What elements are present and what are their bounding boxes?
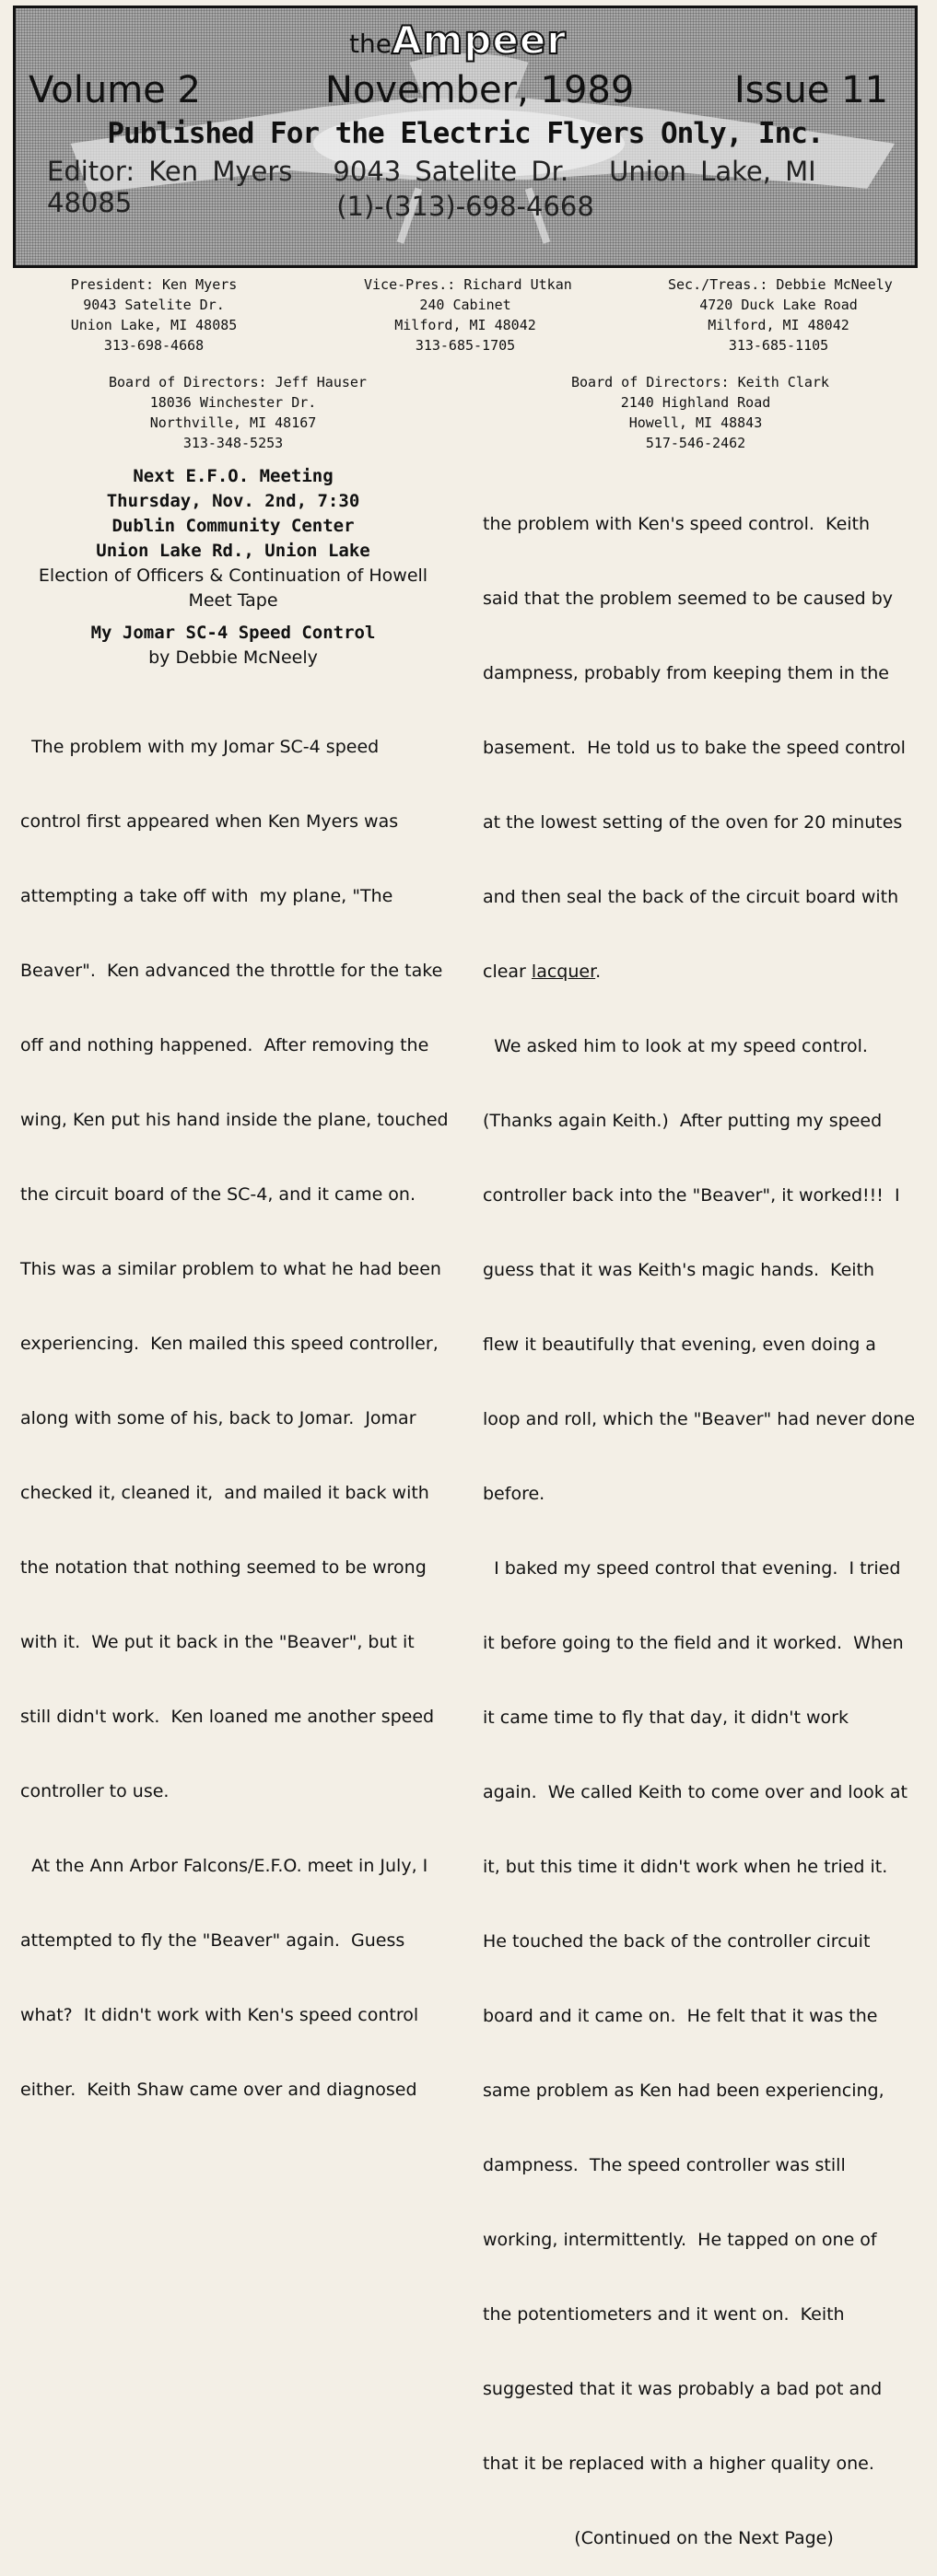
body-line: attempting a take off with my plane, "The [20, 886, 393, 906]
lacquer-underlined: lacquer [531, 962, 596, 982]
officer-street: 240 Cabinet [419, 297, 511, 313]
left-column [20, 464, 449, 2152]
volume-label: Volume 2 [29, 69, 201, 111]
body-line: attempted to fly the "Beaver" again. Guess [20, 1930, 405, 1951]
board-member-clark [571, 372, 829, 453]
officer-city: Milford, MI 48042 [708, 317, 849, 333]
body-line: experiencing. Ken mailed this speed controller, [20, 1334, 439, 1354]
board-city: Howell, MI 48843 [628, 414, 763, 431]
newsletter-title: Ampeer [392, 17, 568, 63]
body-line: controller back into the "Beaver", it worked!!! I [483, 1185, 900, 1206]
meeting-place: Dublin Community Center [111, 516, 355, 536]
body-line: off and nothing happened. After removing the [20, 1035, 429, 1055]
body-line: dampness. The speed controller was still [483, 2155, 846, 2175]
body-line: working, intermittently. He tapped on one of [483, 2230, 877, 2250]
body-line: same problem as Ken had been experiencing, [483, 2081, 884, 2101]
officer-city: Union Lake, MI 48085 [70, 317, 238, 333]
body-line: (Thanks again Keith.) After putting my speed [483, 1111, 883, 1131]
officer-title: Sec./Treas.: Debbie McNeely [668, 276, 893, 293]
body-line: the circuit board of the SC-4, and it came on. [20, 1184, 416, 1205]
officer-president [57, 274, 251, 356]
body-line: I baked my speed control that evening. I tried [483, 1558, 901, 1579]
board-street: 2140 Highland Road [620, 394, 771, 411]
masthead-the: the [349, 29, 392, 59]
body-line: the problem with Ken's speed control. Keith [483, 514, 871, 534]
meeting-road: Union Lake Rd., Union Lake [96, 541, 370, 561]
right-column [483, 462, 925, 2576]
body-line: it came time to fly that day, it didn't work [483, 1708, 849, 1728]
meeting-agenda: Election of Officers & Continuation of Howell [38, 565, 428, 586]
body-line: at the lowest setting of the oven for 20 minutes [483, 812, 903, 833]
body-line: control first appeared when Ken Myers was [20, 811, 399, 832]
board-city: Northville, MI 48167 [149, 414, 317, 431]
board-member-hauser [109, 372, 367, 453]
body-line: This was a similar problem to what he had been [20, 1259, 441, 1279]
body-line: before. [483, 1484, 545, 1504]
body-line: what? It didn't work with Ken's speed control [20, 2005, 419, 2025]
body-line: suggested that it was probably a bad pot and [483, 2379, 883, 2399]
body-line: dampness, probably from keeping them in the [483, 663, 889, 683]
body-line: guess that it was Keith's magic hands. Keith [483, 1260, 875, 1280]
officer-city: Milford, MI 48042 [394, 317, 536, 333]
editor-phone: (1)-(313)-698-4668 [336, 191, 594, 222]
meeting-agenda-cont: Meet Tape [188, 590, 278, 611]
editor-address: 9043 Satelite Dr. [333, 156, 569, 187]
officer-secretary-treasurer [668, 274, 893, 356]
issue-number: Issue 11 [734, 69, 889, 111]
board-title: Board of Directors: Keith Clark [571, 374, 829, 390]
board-phone: 313-348-5253 [182, 435, 284, 451]
meeting-when: Thursday, Nov. 2nd, 7:30 [106, 491, 360, 511]
body-line: along with some of his, back to Jomar. Jomar [20, 1408, 416, 1428]
officer-street: 4720 Duck Lake Road [699, 297, 858, 313]
body-line: with it. We put it back in the "Beaver", but it [20, 1632, 415, 1652]
officer-phone: 313-685-1705 [415, 337, 516, 354]
masthead-banner [13, 6, 918, 268]
officer-phone: 313-698-4668 [103, 337, 205, 354]
body-line: He touched the back of the controller circuit [483, 1931, 871, 1952]
body-line: it, but this time it didn't work when he tried it. [483, 1857, 888, 1877]
editor-city: Union Lake, MI 48085 [47, 156, 816, 218]
article-byline: by Debbie McNeely [148, 647, 318, 668]
body-line: flew it beautifully that evening, even doing a [483, 1335, 876, 1355]
officer-title: Vice-Pres.: Richard Utkan [364, 276, 572, 293]
officer-vice-president [364, 274, 572, 356]
body-line: said that the problem seemed to be caused by [483, 589, 894, 609]
body-line-lacquer [483, 960, 925, 985]
body-line: that it be replaced with a higher quality one. [483, 2454, 874, 2474]
body-line: At the Ann Arbor Falcons/E.F.O. meet in July, I [20, 1856, 428, 1876]
board-phone: 517-546-2462 [645, 435, 746, 451]
body-line: board and it came on. He felt that it was the [483, 2006, 878, 2026]
issue-date: November, 1989 [325, 69, 635, 111]
body-line: wing, Ken put his hand inside the plane, touched [20, 1110, 449, 1130]
editor-name: Editor: Ken Myers [47, 156, 293, 187]
body-line: The problem with my Jomar SC-4 speed [20, 737, 380, 757]
meeting-heading: Next E.F.O. Meeting [133, 466, 334, 486]
body-line: the notation that nothing seemed to be wrong [20, 1557, 427, 1578]
period: . [595, 962, 602, 982]
body-line: and then seal the back of the circuit board with [483, 887, 899, 907]
publisher-line: Published For the Electric Flyers Only, Inc. [107, 117, 824, 150]
body-line: We asked him to look at my speed control. [483, 1036, 868, 1056]
body-line: it before going to the field and it worked. When [483, 1633, 904, 1653]
body-line: Beaver". Ken advanced the throttle for the take [20, 961, 443, 981]
body-line: basement. He told us to bake the speed control [483, 738, 906, 758]
body-line: controller to use. [20, 1781, 170, 1801]
officer-title: President: Ken Myers [70, 276, 238, 293]
board-street: 18036 Winchester Dr. [149, 394, 317, 411]
body-line: the potentiometers and it went on. Keith [483, 2304, 845, 2325]
officer-phone: 313-685-1105 [728, 337, 829, 354]
body-line: again. We called Keith to come over and look at [483, 1782, 908, 1802]
article-title: My Jomar SC-4 Speed Control [90, 623, 376, 643]
board-title: Board of Directors: Jeff Hauser [109, 374, 367, 390]
article-body-left [20, 685, 449, 2152]
body-line: either. Keith Shaw came over and diagnosed [20, 2080, 417, 2100]
body-line: loop and roll, which the "Beaver" had never done [483, 1409, 916, 1429]
body-line: checked it, cleaned it, and mailed it back with [20, 1483, 429, 1503]
clear-text: clear [483, 962, 532, 982]
body-line: still didn't work. Ken loaned me another speed [20, 1707, 435, 1727]
officer-street: 9043 Satelite Dr. [83, 297, 225, 313]
continued-note: (Continued on the Next Page) [574, 2528, 834, 2548]
